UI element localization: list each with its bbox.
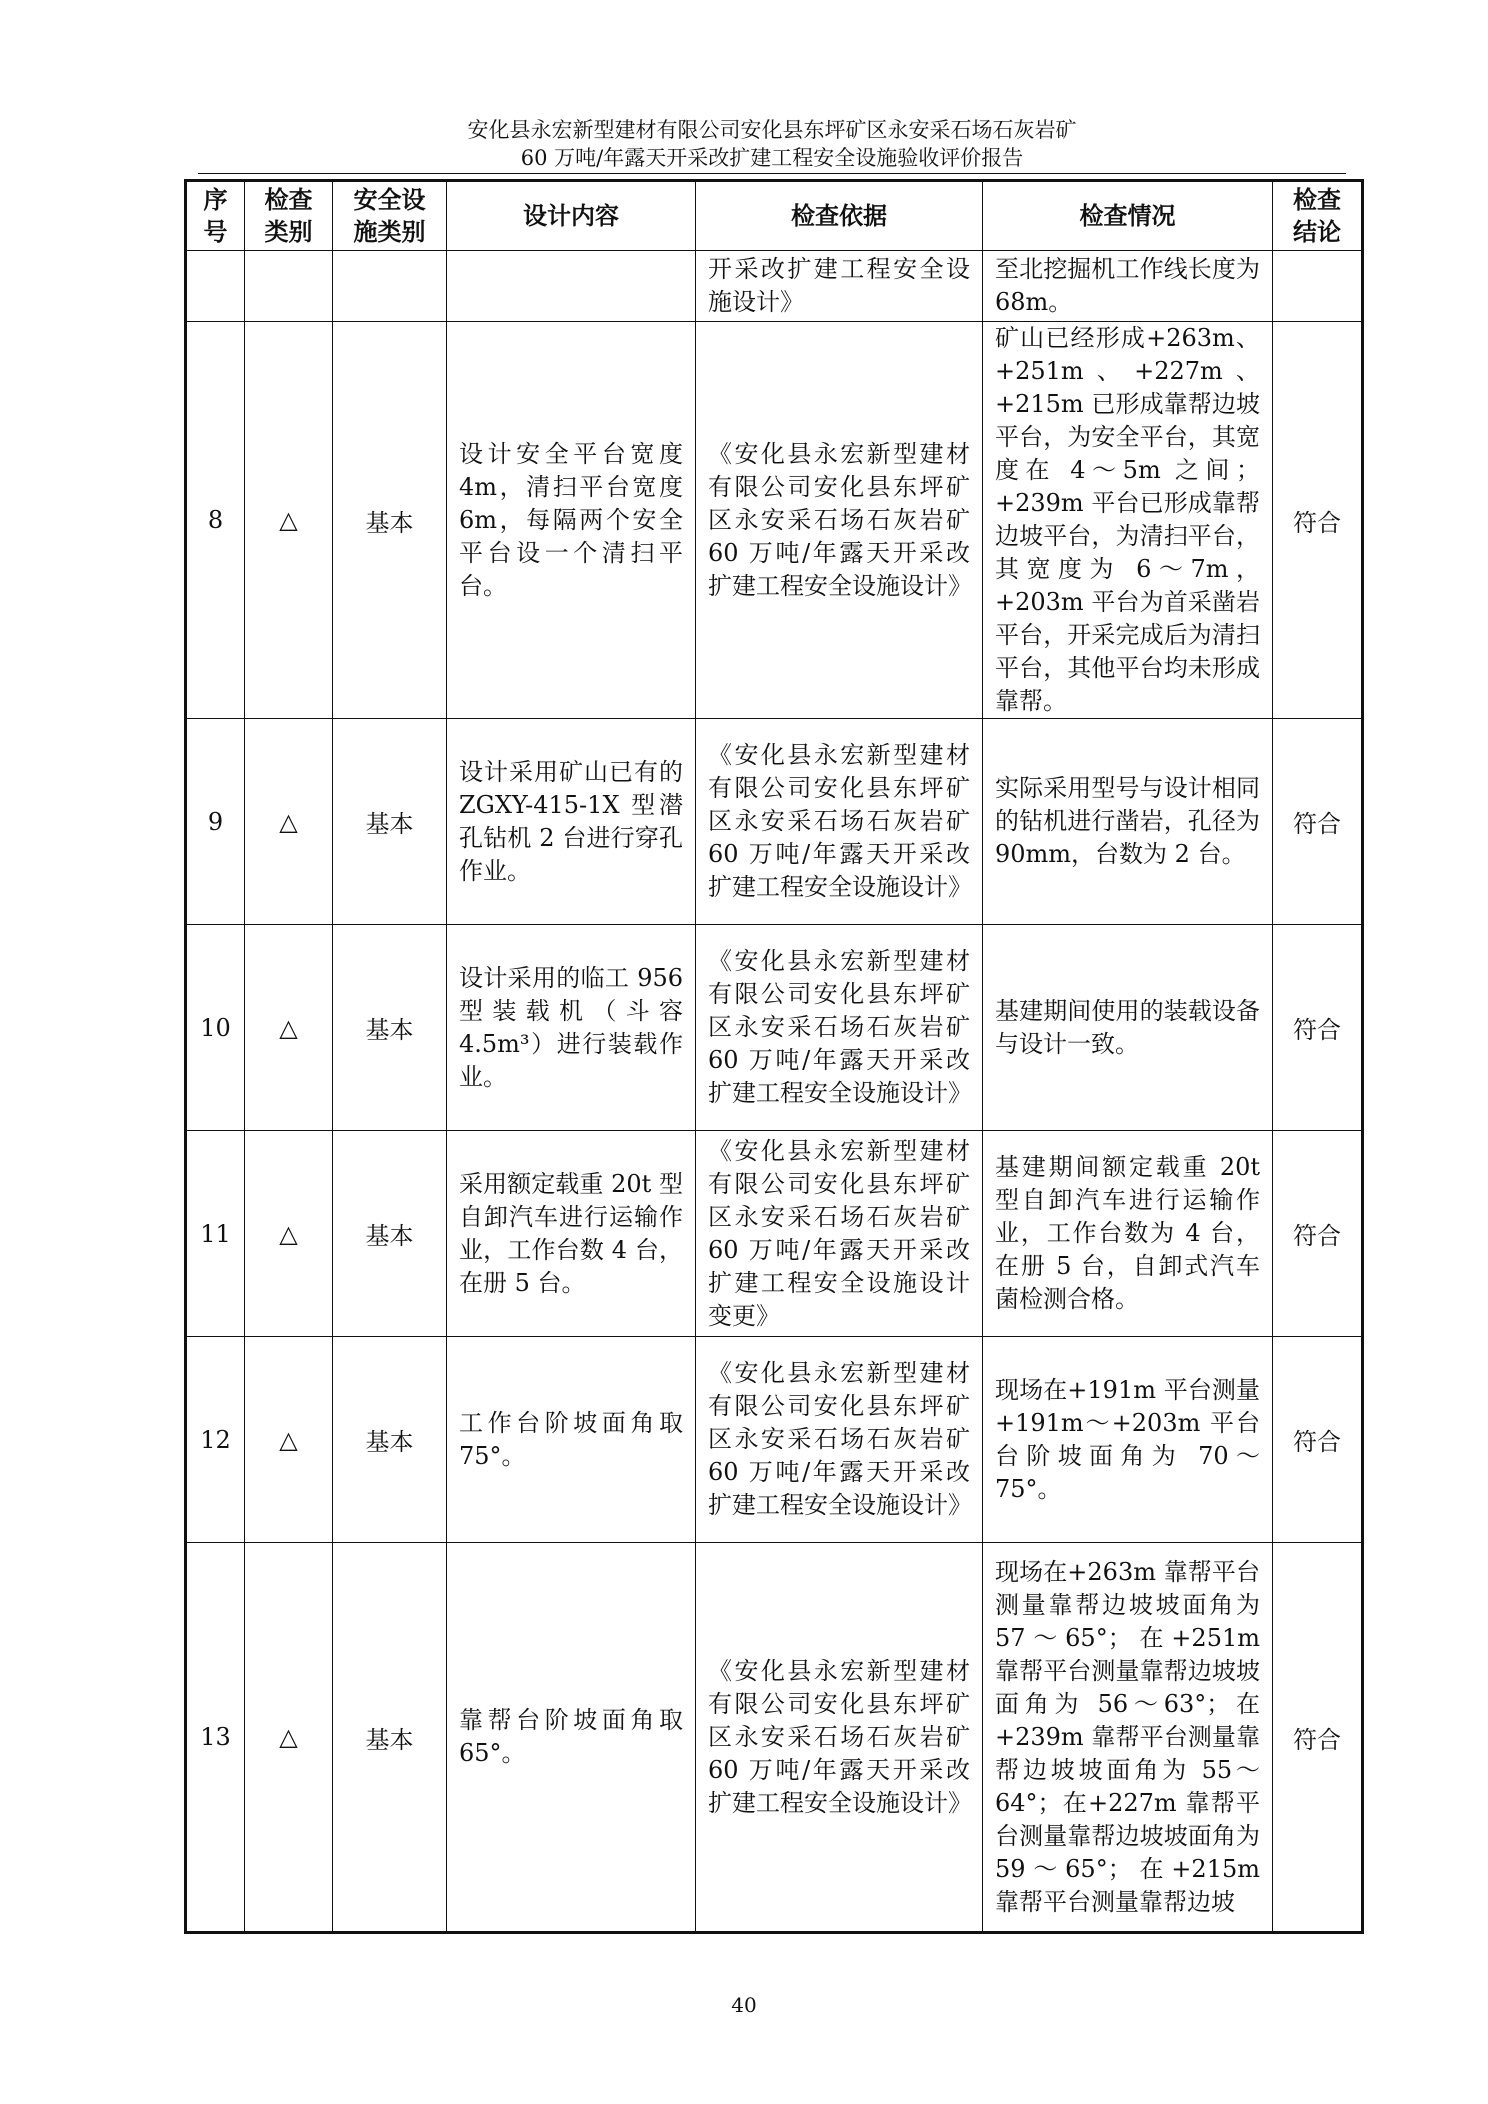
col-header-situation: 检查情况 — [983, 181, 1273, 251]
cell-result: 符合 — [1273, 1543, 1363, 1933]
cell-type: △ — [245, 719, 333, 925]
cell-situation: 现场在+191m 平台测量+191m～+203m 平台台阶坡面角为 70～75°。 — [983, 1337, 1273, 1543]
col-header-design: 设计内容 — [447, 181, 696, 251]
cell-basis: 《安化县永宏新型建材有限公司安化县东坪矿区永安采石场石灰岩矿 60 万吨/年露天开采改扩建工程安全设施设计》 — [696, 925, 983, 1131]
cell-type: △ — [245, 925, 333, 1131]
cell-category: 基本 — [333, 1337, 447, 1543]
cell-situation: 矿山已经形成+263m、+251m、+227m、+215m 已形成靠帮边坡平台，为安全平台，其宽度在 4～5m 之间；+239m 平台已形成靠帮边坡平台，为清扫平台，其宽度为 6～7m，+203m 平台为首采凿岩平台，开采完成后为清扫平台，其他平台均未形成靠帮。 — [983, 322, 1273, 719]
cell-category: 基本 — [333, 322, 447, 719]
table-header-row — [186, 181, 1363, 251]
cell-basis: 《安化县永宏新型建材有限公司安化县东坪矿区永安采石场石灰岩矿 60 万吨/年露天开采改扩建工程安全设施设计》 — [696, 1543, 983, 1933]
page-number: 40 — [731, 1993, 757, 2017]
cell-category: 基本 — [333, 719, 447, 925]
cell-num: 13 — [186, 1543, 245, 1933]
col-header-type: 检查类别 — [245, 181, 333, 251]
cell-design — [447, 251, 696, 322]
table-row — [186, 1543, 1363, 1933]
cell-situation: 现场在+263m 靠帮平台测量靠帮边坡坡面角为 57～65°；在+251m 靠帮平台测量靠帮边坡坡面角为 56～63°；在+239m 靠帮平台测量靠帮边坡坡面角为 55～64°；在+227m 靠帮平台测量靠帮边坡坡面角为 59～65°；在+215m 靠帮平台测量靠帮边坡 — [983, 1543, 1273, 1933]
cell-result: 符合 — [1273, 719, 1363, 925]
cell-basis: 《安化县永宏新型建材有限公司安化县东坪矿区永安采石场石灰岩矿 60 万吨/年露天开采改扩建工程安全设施设计》 — [696, 322, 983, 719]
cell-category — [333, 251, 447, 322]
cell-num: 10 — [186, 925, 245, 1131]
cell-design: 设计采用的临工 956 型装载机（斗容 4.5m³）进行装载作业。 — [447, 925, 696, 1131]
cell-type: △ — [245, 1337, 333, 1543]
cell-result — [1273, 251, 1363, 322]
col-header-num: 序号 — [186, 181, 245, 251]
cell-situation: 至北挖掘机工作线长度为 68m。 — [983, 251, 1273, 322]
cell-result: 符合 — [1273, 1337, 1363, 1543]
cell-num: 11 — [186, 1131, 245, 1337]
cell-design: 工作台阶坡面角取 75°。 — [447, 1337, 696, 1543]
cell-basis: 《安化县永宏新型建材有限公司安化县东坪矿区永安采石场石灰岩矿 60 万吨/年露天开采改扩建工程安全设施设计》 — [696, 719, 983, 925]
header-line-1: 安化县永宏新型建材有限公司安化县东坪矿区永安采石场石灰岩矿 — [467, 118, 1077, 142]
table-row — [186, 1131, 1363, 1337]
header-rule — [198, 173, 1346, 174]
cell-result: 符合 — [1273, 925, 1363, 1131]
cell-category: 基本 — [333, 1543, 447, 1933]
cell-basis: 《安化县永宏新型建材有限公司安化县东坪矿区永安采石场石灰岩矿 60 万吨/年露天开采改扩建工程安全设施设计变更》 — [696, 1131, 983, 1337]
col-header-category: 安全设施类别 — [333, 181, 447, 251]
col-header-result: 检查结论 — [1273, 181, 1363, 251]
table-row — [186, 251, 1363, 322]
col-header-basis: 检查依据 — [696, 181, 983, 251]
cell-type — [245, 251, 333, 322]
cell-design: 设计安全平台宽度4m，清扫平台宽度6m，每隔两个安全平台设一个清扫平台。 — [447, 322, 696, 719]
table-row — [186, 719, 1363, 925]
cell-num: 12 — [186, 1337, 245, 1543]
report-header — [198, 116, 1346, 172]
cell-design: 靠帮台阶坡面角取 65°。 — [447, 1543, 696, 1933]
cell-situation: 基建期间额定载重 20t 型自卸汽车进行运输作业，工作台数为 4 台，在册 5 台，自卸式汽车菌检测合格。 — [983, 1131, 1273, 1337]
cell-category: 基本 — [333, 1131, 447, 1337]
cell-situation: 实际采用型号与设计相同的钻机进行凿岩，孔径为 90mm，台数为 2 台。 — [983, 719, 1273, 925]
cell-design: 设计采用矿山已有的 ZGXY-415-1X 型潜孔钻机 2 台进行穿孔作业。 — [447, 719, 696, 925]
table-row — [186, 925, 1363, 1131]
table-row — [186, 1337, 1363, 1543]
cell-result: 符合 — [1273, 322, 1363, 719]
table-row — [186, 322, 1363, 719]
header-line-2: 60 万吨/年露天开采改扩建工程安全设施验收评价报告 — [520, 146, 1024, 170]
cell-num: 9 — [186, 719, 245, 925]
cell-type: △ — [245, 322, 333, 719]
cell-category: 基本 — [333, 925, 447, 1131]
cell-num: 8 — [186, 322, 245, 719]
cell-type: △ — [245, 1131, 333, 1337]
cell-num — [186, 251, 245, 322]
cell-design: 采用额定载重 20t 型自卸汽车进行运输作业，工作台数 4 台，在册 5 台。 — [447, 1131, 696, 1337]
cell-type: △ — [245, 1543, 333, 1933]
cell-basis: 《安化县永宏新型建材有限公司安化县东坪矿区永安采石场石灰岩矿 60 万吨/年露天开采改扩建工程安全设施设计》 — [696, 1337, 983, 1543]
cell-situation: 基建期间使用的装载设备与设计一致。 — [983, 925, 1273, 1131]
inspection-table — [184, 179, 1364, 1934]
cell-basis: 开采改扩建工程安全设施设计》 — [696, 251, 983, 322]
cell-result: 符合 — [1273, 1131, 1363, 1337]
